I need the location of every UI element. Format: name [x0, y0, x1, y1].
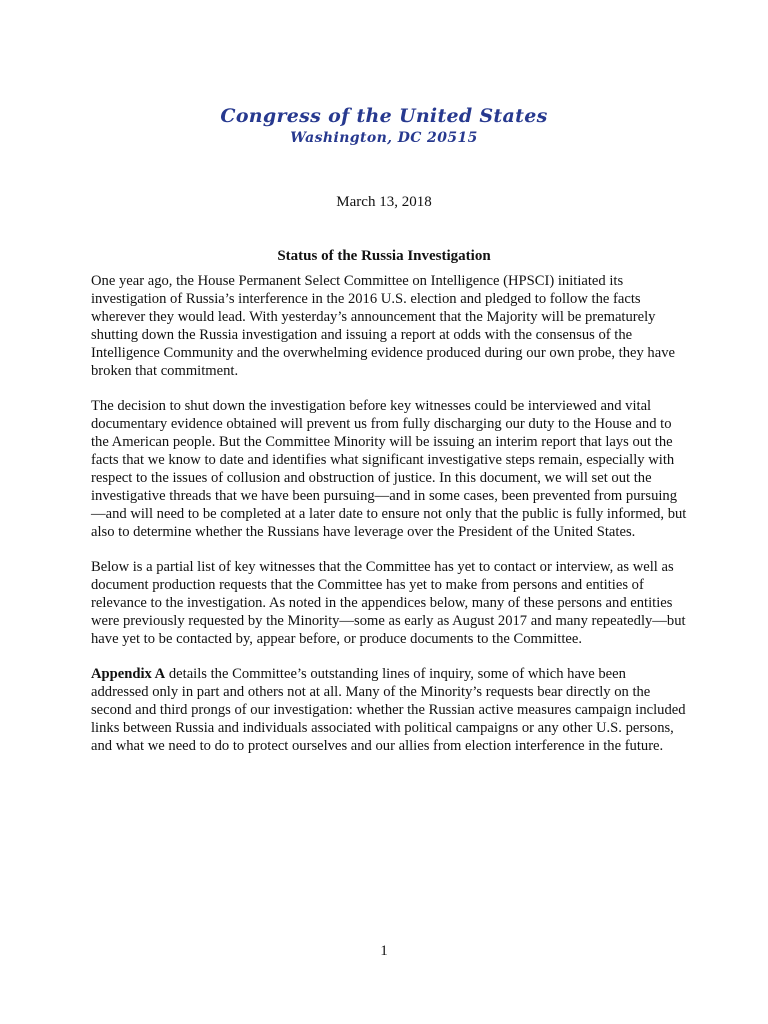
letterhead-address: Washington, DC 20515 [290, 130, 478, 146]
paragraph-4 [91, 665, 687, 755]
appendix-a-label: Appendix A [91, 666, 166, 682]
document-title: Status of the Russia Investigation [277, 248, 491, 264]
letterhead [0, 104, 768, 148]
paragraph-2: The decision to shut down the investigation before key witnesses could be interviewed and vital documentary evidence obtained will prevent us from fully discharging our duty to the House and to the American people. But the Committee Minority will be issuing an interim report that lays out the facts that we know to date and identifies what significant investigative steps remain, especially with respect to the issues of collusion and obstruction of justice. In this document, we will set out the investigative threads that we have been pursuing—and in some cases, been prevented from pursuing—and will need to be completed at a later date to ensure not only that the public is fully informed, but also to determine whether the Russians have leverage over the President of the United States. [91, 398, 687, 540]
document-body [91, 272, 687, 772]
paragraph-4-text: details the Committee’s outstanding lines of inquiry, some of which have been addressed only in part and others not at all. Many of the Minority’s requests bear directly on the second and third prongs of our investigation: whether the Russian active measures campaign included links between Russia and individuals associated with political campaigns or any other U.S. persons, and what we need to do to protect ourselves and our allies from election interference in the future. [91, 666, 686, 754]
paragraph-1: One year ago, the House Permanent Select Committee on Intelligence (HPSCI) initiated its investigation of Russia’s interference in the 2016 U.S. election and pledged to follow the facts wherever they would lead. With yesterday’s announcement that the Majority will be prematurely shutting down the Russia investigation and issuing a report at odds with the consensus of the Intelligence Community and the overwhelming evidence produced during our own probe, they have broken that commitment. [91, 273, 675, 379]
letterhead-title: Congress of the United States [220, 105, 548, 127]
page-number: 1 [380, 943, 388, 959]
document-date: March 13, 2018 [336, 194, 432, 210]
paragraph-3: Below is a partial list of key witnesses that the Committee has yet to contact or interview, as well as document production requests that the Committee has yet to make from persons and entities of relevance to the investigation. As noted in the appendices below, many of these persons and entities were previously requested by the Minority—some as early as August 2017 and many repeatedly—but have yet to be contacted by, appear before, or produce documents to the Committee. [91, 559, 686, 647]
